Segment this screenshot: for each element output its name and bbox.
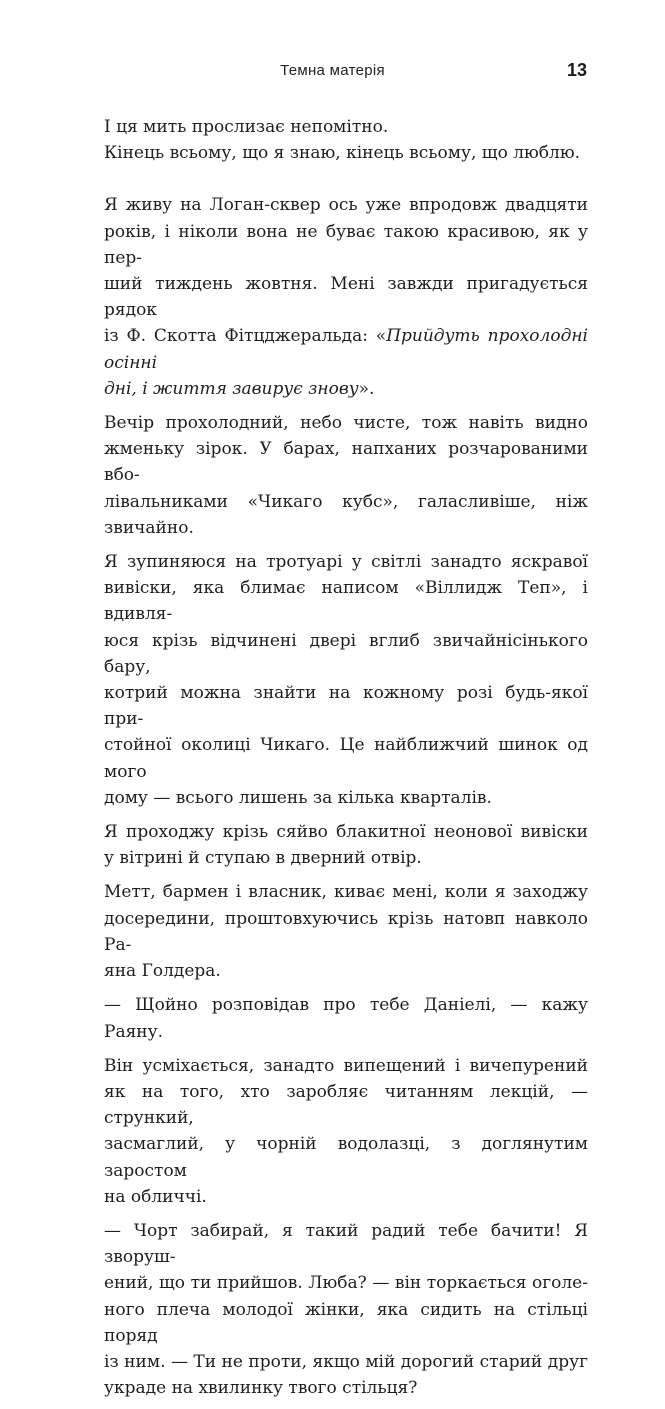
text-line: Вечір прохолодний, небо чисте, тож навіть видно: [104, 413, 588, 434]
text-line: Він усміхається, занадто випещений і вичепурений: [104, 1055, 588, 1076]
text-line: дому — всього лишень за кілька кварталів.: [104, 787, 492, 808]
page-number: 13: [566, 60, 587, 80]
paragraph: [104, 1053, 588, 1210]
text-line: у вітрині й ступаю в дверний отвір.: [104, 848, 422, 869]
paragraph: [104, 410, 588, 541]
paragraph: [104, 1218, 588, 1401]
text-line: ший тиждень жовтня. Мені завжди пригадується рядок: [104, 274, 588, 321]
text-line: Я проходжу крізь сяйво блакитної неонової вивіски: [104, 822, 588, 843]
text-line: ного плеча молодої жінки, яка сидить на стільці поряд: [104, 1299, 588, 1346]
paragraph: [104, 819, 588, 871]
text-line: — Щойно розповідав про тебе Даніелі, — кажу Раяну.: [104, 995, 588, 1042]
text-line: юся крізь відчинені двері вглиб звичайнісінького бару,: [104, 630, 588, 677]
verse-line-2: Кінець всьому, що я знаю, кінець всьому, що люблю.: [104, 143, 581, 164]
paragraph: [104, 549, 588, 811]
text-line: Я живу на Логан-сквер ось уже впродовж двадцяти: [104, 195, 588, 216]
paragraphs: [104, 192, 588, 1401]
paragraph: [104, 192, 588, 402]
text-line: стойної околиці Чикаго. Це найближчий шинок од мого: [104, 735, 588, 782]
verse-line-1: І ця мить прослизає непомітно.: [104, 117, 389, 137]
text-line: украде на хвилинку твого стільця?: [104, 1378, 418, 1399]
text-line: Я зупиняюся на тротуарі у світлі занадто яскравої: [104, 552, 588, 573]
text-line: вивіски, яка блимає написом «Віллидж Теп», і вдивля-: [104, 578, 588, 625]
text-line: лівальниками «Чикаго кубс», галасливіше, ніж звичайно.: [104, 491, 588, 538]
text-line: Метт, бармен і власник, киває мені, коли я заходжу: [104, 882, 588, 903]
text-line: як на того, хто заробляє читанням лекцій, — стрункий,: [104, 1081, 588, 1129]
text-line: засмаглий, у чорній водолазці, з доглянутим заростом: [104, 1134, 588, 1181]
text-line: із Ф. Скотта Фітцджеральда: «Прийдуть прохолодні осінні: [104, 326, 588, 373]
text-line: досередини, проштовхуючись крізь натовп навколо Ра-: [104, 908, 588, 955]
paragraph: [104, 879, 588, 984]
text-line: котрий можна знайти на кожному розі будь-якої при-: [104, 683, 588, 730]
paragraph: [104, 992, 588, 1044]
running-head: Темна матерія: [280, 62, 385, 79]
text-line: із ним. — Ти не проти, якщо мій дорогий старий друг: [104, 1351, 588, 1372]
text-block: [104, 114, 588, 1409]
section-gap: [104, 166, 588, 192]
text-line: дні, і життя завирує знову».: [104, 378, 375, 399]
text-line: яна Голдера.: [104, 961, 221, 982]
text-line: років, і ніколи вона не буває такою красивою, як у пер-: [104, 221, 588, 268]
text-line: на обличчі.: [104, 1186, 207, 1207]
text-line: — Чорт забирай, я такий радий тебе бачити! Я зворуш-: [104, 1220, 588, 1268]
text-line: ений, що ти прийшов. Люба? — він торкається оголе-: [104, 1273, 588, 1294]
text-line: жменьку зірок. У барах, напханих розчарованими вбо-: [104, 439, 588, 486]
